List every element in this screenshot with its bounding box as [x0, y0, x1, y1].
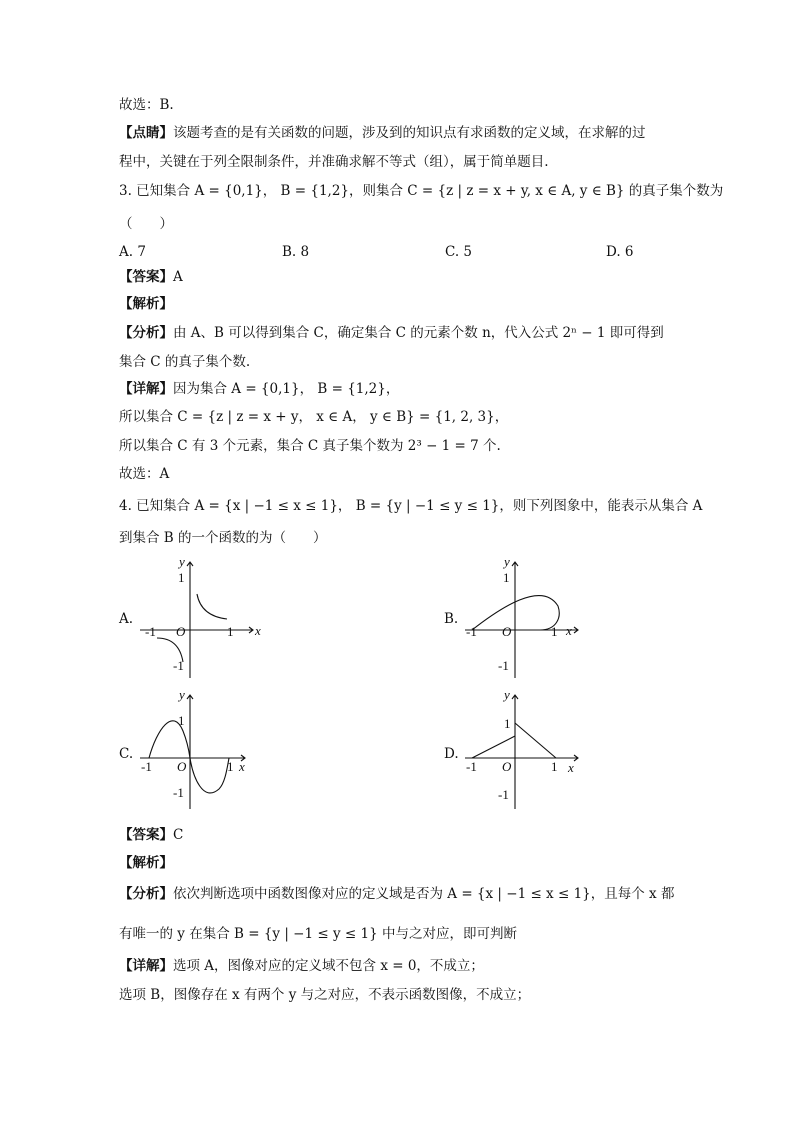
tick-x-neg1: -1 — [466, 759, 477, 774]
curve-c — [149, 721, 229, 793]
tag-answer-4: 【答案】 — [119, 827, 173, 843]
question-4: 4. 已知集合 A = {x | −1 ≤ x ≤ 1}， B = {y | −1 ≤ y ≤ 1}，则下列图象中，能表示从集合 A — [119, 498, 703, 514]
analysis-4-tag: 【解析】 — [119, 855, 173, 871]
axis-x-label: x — [566, 623, 572, 638]
axis-x-label: x — [255, 623, 261, 638]
xiangjie-4 — [119, 957, 484, 975]
axis-y-label: y — [504, 554, 510, 569]
graph-a — [135, 550, 265, 680]
line-1: 故选：B. — [119, 97, 174, 113]
tag-dianjing: 【点睛】 — [119, 125, 173, 141]
origin-label: O — [176, 624, 186, 639]
answer-3 — [119, 268, 183, 286]
tick-y-1: 1 — [178, 570, 185, 585]
tick-x-1: 1 — [551, 624, 558, 639]
xiangjie-4-text: 选项 A，图像对应的定义域不包含 x = 0，不成立； — [173, 958, 484, 974]
segment-d-right — [515, 723, 556, 758]
graph-c — [135, 685, 265, 815]
origin-label: O — [177, 759, 187, 774]
line-2 — [119, 124, 646, 142]
graph-d — [460, 685, 590, 815]
tag-fenxi: 【分析】 — [119, 325, 173, 341]
fenxi-3 — [119, 324, 664, 342]
option-d: D. 6 — [606, 244, 634, 260]
tag-answer: 【答案】 — [119, 269, 173, 285]
fenxi-3-text: 由 A、B 可以得到集合 C，确定集合 C 的元素个数 n，代入公式 2ⁿ − 1 即可得到 — [173, 325, 664, 341]
analysis-3-tag: 【解析】 — [119, 296, 173, 312]
origin-label: O — [502, 624, 512, 639]
question-4-cont: 到集合 B 的一个函数的为（ ） — [119, 530, 327, 546]
tick-y-neg1: -1 — [173, 658, 184, 673]
line-3: 程中，关键在于列全限制条件，并准确求解不等式（组），属于简单题目. — [119, 154, 549, 170]
fenxi-3-cont: 集合 C 的真子集个数. — [119, 354, 251, 370]
tick-x-1: 1 — [227, 624, 234, 639]
graph-label-a: A. — [119, 611, 134, 627]
option-b: B. 8 — [282, 244, 310, 260]
segment-d-left — [472, 736, 515, 758]
axis-x-label: x — [568, 760, 574, 775]
graph-b — [460, 550, 590, 680]
axis-y-label: y — [504, 687, 510, 702]
tick-y-1: 1 — [178, 713, 185, 728]
xiangjie-3-l3: 所以集合 C 有 3 个元素，集合 C 真子集个数为 2³ − 1 = 7 个. — [119, 438, 501, 454]
xiangjie-4-l2: 选项 B，图像存在 x 有两个 y 与之对应，不表示函数图像，不成立； — [119, 987, 531, 1003]
fenxi-4 — [119, 885, 674, 903]
graph-label-c: C. — [119, 746, 134, 762]
tick-y-neg1: -1 — [498, 658, 509, 673]
curve-a-upper — [197, 594, 227, 619]
axis-y-label: y — [179, 554, 185, 569]
option-a: A. 7 — [119, 244, 146, 260]
tick-x-neg1: -1 — [145, 624, 156, 639]
answer-4-value: C — [173, 827, 184, 843]
xiangjie-3 — [119, 380, 399, 398]
tick-y-1: 1 — [503, 570, 510, 585]
graph-label-d: D. — [444, 746, 459, 762]
tag-xiangjie-4: 【详解】 — [119, 958, 173, 974]
origin-label: O — [502, 759, 512, 774]
tick-x-neg1: -1 — [466, 624, 477, 639]
tick-y-neg1: -1 — [173, 785, 184, 800]
answer-3-value: A — [173, 269, 183, 285]
answer-4 — [119, 826, 183, 844]
xiangjie-3-text: 因为集合 A = {0,1}， B = {1,2}， — [173, 381, 400, 397]
choice-3: 故选：A — [119, 466, 170, 482]
tick-y-1: 1 — [504, 716, 511, 731]
tick-y-neg1: -1 — [498, 787, 509, 802]
tag-fenxi-4: 【分析】 — [119, 886, 173, 902]
question-3: 3. 已知集合 A = {0,1}， B = {1,2}，则集合 C = {z | z = x + y, x ∈ A, y ∈ B} 的真子集个数为 — [119, 183, 724, 199]
tick-x-neg1: -1 — [141, 759, 152, 774]
curve-b — [472, 596, 559, 630]
fenxi-4-text: 依次判断选项中函数图像对应的定义域是否为 A = {x | −1 ≤ x ≤ 1}，且每个 x 都 — [173, 886, 675, 902]
line-2-text: 该题考查的是有关函数的问题，涉及到的知识点有求函数的定义域，在求解的过 — [173, 125, 646, 141]
question-3-paren: （ ） — [119, 216, 173, 232]
option-c: C. 5 — [445, 244, 473, 260]
tick-x-1: 1 — [227, 759, 234, 774]
xiangjie-3-l2: 所以集合 C = {z | z = x + y， x ∈ A， y ∈ B} = {1, 2, 3}， — [119, 409, 509, 425]
axis-x-label: x — [239, 759, 245, 774]
graph-label-b: B. — [444, 611, 459, 627]
tick-x-1: 1 — [551, 759, 558, 774]
fenxi-4-cont: 有唯一的 y 在集合 B = {y | −1 ≤ y ≤ 1} 中与之对应，即可判断 — [119, 926, 517, 942]
tag-xiangjie: 【详解】 — [119, 381, 173, 397]
axis-y-label: y — [179, 687, 185, 702]
